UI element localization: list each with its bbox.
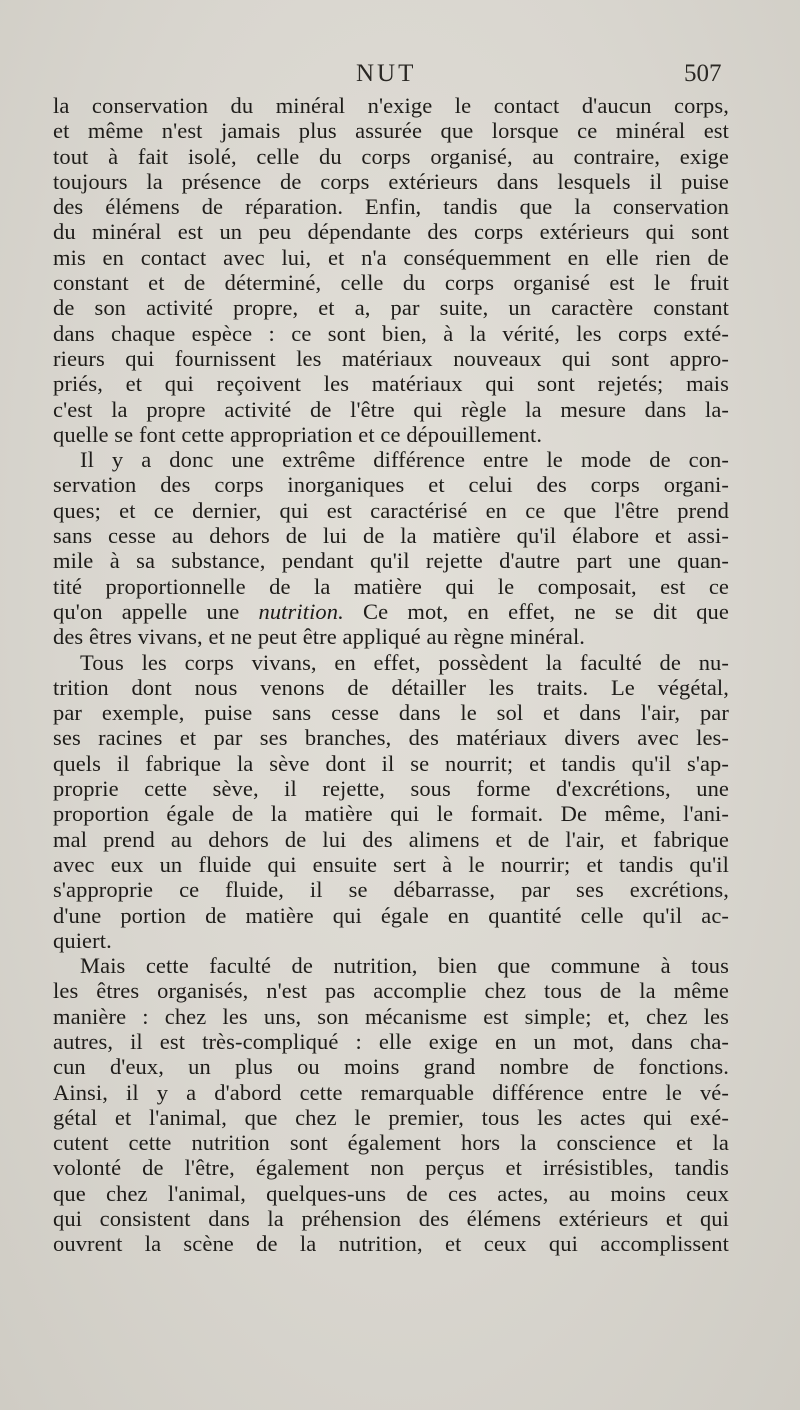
- text-line: Mais cette faculté de nutrition, bien que commune à tous: [80, 953, 729, 979]
- text-line: que chez l'animal, quelques-uns de ces actes, au moins ceux: [53, 1180, 729, 1206]
- text-line: autres, il est très-compliqué : elle exige en un mot, dans cha-: [53, 1028, 729, 1054]
- text-line: ques; et ce dernier, qui est caractérisé en ce que l'être prend: [53, 497, 729, 523]
- text-line: ses racines et par ses branches, des matériaux divers avec les-: [53, 725, 729, 751]
- body-text: [53, 93, 729, 1257]
- text-line: Il y a donc une extrême différence entre le mode de con-: [80, 447, 729, 473]
- text-line: cutent cette nutrition sont également hors la conscience et la: [53, 1130, 729, 1156]
- text-line: par exemple, puise sans cesse dans le sol et dans l'air, par: [53, 700, 729, 726]
- text-line: avec eux un fluide qui ensuite sert à le nourrir; et tandis qu'il: [53, 851, 729, 877]
- text-line: proportion égale de la matière qui le formait. De même, l'ani-: [53, 801, 729, 827]
- text-line: et même n'est jamais plus assurée que lorsque ce minéral est: [53, 118, 729, 144]
- text-line: les êtres organisés, n'est pas accomplie chez tous de la même: [53, 978, 729, 1004]
- text-line: Ainsi, il y a d'abord cette remarquable différence entre le vé-: [53, 1079, 729, 1105]
- text-run: Ce mot, en effet, ne se dit que: [343, 598, 729, 624]
- text-line: cun d'eux, un plus ou moins grand nombre de fonctions.: [53, 1054, 729, 1080]
- text-line: quels il fabrique la sève dont il se nourrit; et tandis qu'il s'ap-: [53, 750, 729, 776]
- text-line: des êtres vivans, et ne peut être appliqué au règne minéral.: [53, 624, 586, 650]
- text-line: sans cesse au dehors de lui de la matière qu'il élabore et assi-: [53, 523, 729, 549]
- text-line: manière : chez les uns, son mécanisme est simple; et, chez les: [53, 1003, 729, 1029]
- text-line: constant et de déterminé, celle du corps organisé est le fruit: [53, 270, 729, 296]
- text-line: volonté de l'être, également non perçus et irrésistibles, tandis: [53, 1155, 729, 1181]
- text-line: mal prend au dehors de lui des alimens et de l'air, et fabrique: [53, 826, 729, 852]
- text-line: dans chaque espèce : ce sont bien, à la vérité, les corps exté-: [53, 320, 729, 346]
- text-line: qui consistent dans la préhension des élémens extérieurs et qui: [53, 1206, 729, 1232]
- text-line: de son activité propre, et a, par suite, un caractère constant: [53, 295, 729, 321]
- text-line: toujours la présence de corps extérieurs dans lesquels il puise: [53, 168, 729, 194]
- text-line: tout à fait isolé, celle du corps organisé, au contraire, exige: [53, 143, 729, 169]
- text-line: c'est la propre activité de l'être qui règle la mesure dans la-: [53, 396, 729, 422]
- text-line: rieurs qui fournissent les matériaux nouveaux qui sont appro-: [53, 345, 729, 371]
- text-line: quelle se font cette appropriation et ce dépouillement.: [53, 421, 543, 447]
- text-line: servation des corps inorganiques et celui des corps organi-: [53, 472, 729, 498]
- italic-term: nutrition.: [258, 598, 344, 624]
- text-line: des élémens de réparation. Enfin, tandis que la conservation: [53, 194, 729, 220]
- text-line: d'une portion de matière qui égale en quantité celle qu'il ac-: [53, 902, 729, 928]
- text-line: ouvrent la scène de la nutrition, et ceux qui accomplissent: [53, 1231, 729, 1257]
- text-line: trition dont nous venons de détailler les traits. Le végétal,: [53, 674, 729, 700]
- text-run: qu'on appelle une: [53, 598, 259, 624]
- text-line: gétal et l'animal, que chez le premier, tous les actes qui exé-: [53, 1104, 729, 1130]
- text-line: Tous les corps vivans, en effet, possèdent la faculté de nu-: [80, 649, 729, 675]
- running-head-title: NUT: [356, 60, 417, 87]
- text-line: la conservation du minéral n'exige le contact d'aucun corps,: [53, 93, 729, 118]
- text-line: s'approprie ce fluide, il se débarrasse, par ses excrétions,: [53, 877, 729, 903]
- running-head: [0, 60, 800, 92]
- text-line: quiert.: [53, 927, 112, 953]
- text-line: proprie cette sève, il rejette, sous forme d'excrétions, une: [53, 776, 729, 802]
- text-line: du minéral est un peu dépendante des corps extérieurs qui sont: [53, 219, 729, 245]
- text-line: mile à sa substance, pendant qu'il rejette d'autre part une quan-: [53, 548, 729, 574]
- text-line: mis en contact avec lui, et n'a conséquemment en elle rien de: [53, 244, 729, 270]
- text-line: [53, 599, 729, 624]
- page-number: 507: [684, 60, 722, 87]
- text-line: priés, et qui reçoivent les matériaux qui sont rejetés; mais: [53, 371, 729, 397]
- text-line: tité proportionnelle de la matière qui le composait, est ce: [53, 573, 729, 599]
